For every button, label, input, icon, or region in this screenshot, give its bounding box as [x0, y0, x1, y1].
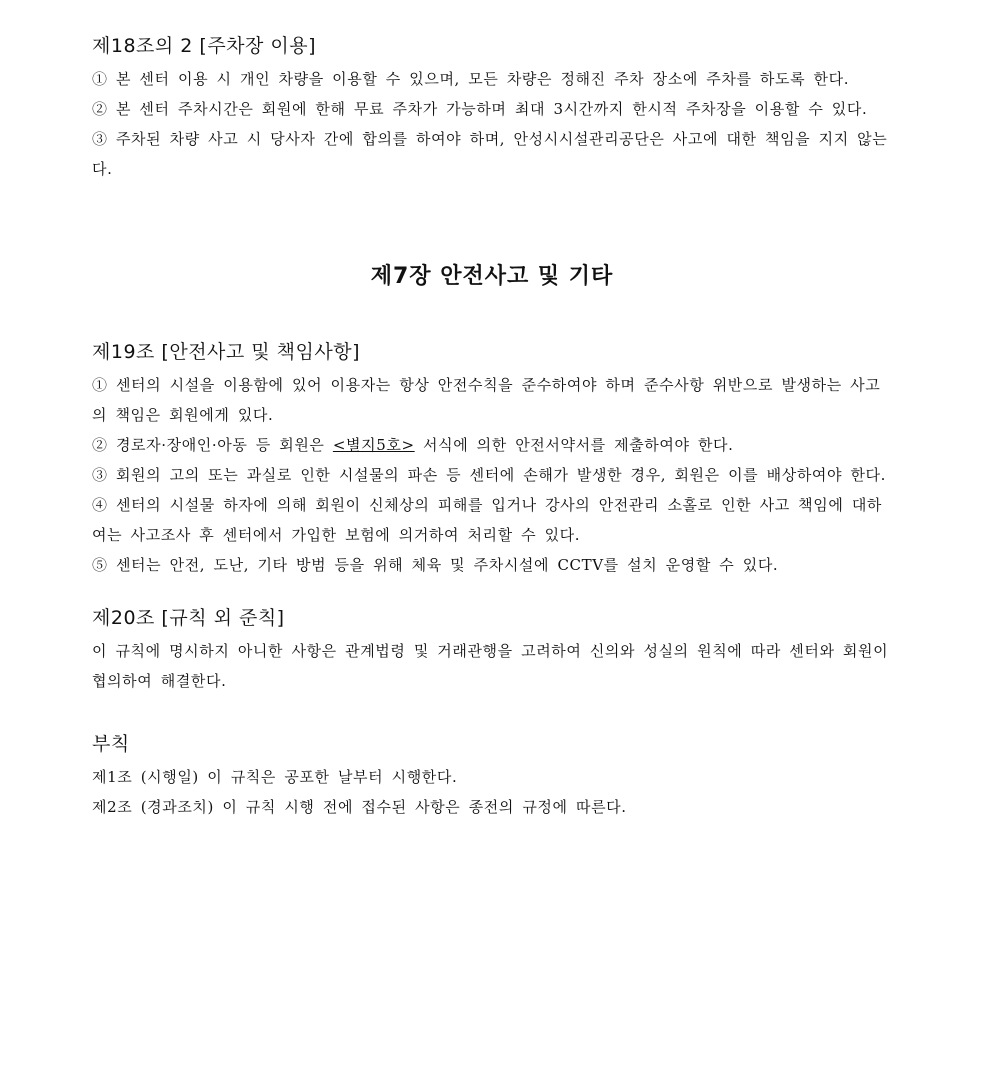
article-19-clause-4: ④ 센터의 시설물 하자에 의해 회원이 신체상의 피해를 입거나 강사의 안전관리 소홀로 인한 사고 책임에 대하여는 사고조사 후 센터에서 가입한 보험에 의거하여 처리할 수 있다.: [92, 496, 882, 544]
article-18-2-title: 제18조의 2 [주차장 이용]: [92, 35, 317, 57]
chapter-7-heading: [92, 259, 892, 290]
supplementary-provisions: [92, 730, 892, 822]
article-19-clause-2-before: ② 경로자·장애인·아동 등 회원은: [92, 436, 333, 454]
document-page: [92, 32, 892, 822]
article-20-body: 이 규칙에 명시하지 아니한 사항은 관계법령 및 거래관행을 고려하여 신의와 성실의 원칙에 따라 센터와 회원이 협의하여 해결한다.: [92, 642, 889, 690]
article-19: [92, 338, 892, 580]
article-18-2-clause-3: ③ 주차된 차량 사고 시 당사자 간에 합의를 하여야 하며, 안성시시설관리공단은 사고에 대한 책임을 지지 않는다.: [92, 130, 888, 178]
supplementary-title: 부칙: [92, 733, 130, 755]
form-5-reference: <별지5호>: [332, 436, 415, 454]
supplementary-article-1: 제1조 (시행일) 이 규칙은 공포한 날부터 시행한다.: [92, 768, 458, 786]
article-18-2-clause-1: ① 본 센터 이용 시 개인 차량을 이용할 수 있으며, 모든 차량은 정해진 주차 장소에 주차를 하도록 한다.: [92, 70, 850, 88]
article-19-clause-2: [92, 430, 892, 460]
article-20: [92, 604, 892, 696]
article-18-2: [92, 32, 892, 184]
chapter-7-title: 제7장 안전사고 및 기타: [370, 264, 614, 289]
article-20-title: 제20조 [규칙 외 준칙]: [92, 607, 285, 629]
supplementary-article-2: 제2조 (경과조치) 이 규칙 시행 전에 접수된 사항은 종전의 규정에 따른다.: [92, 798, 627, 816]
article-18-2-clause-2: ② 본 센터 주차시간은 회원에 한해 무료 주차가 가능하며 최대 3시간까지 한시적 주차장을 이용할 수 있다.: [92, 100, 868, 118]
article-19-clause-1: ① 센터의 시설을 이용함에 있어 이용자는 항상 안전수칙을 준수하여야 하며 준수사항 위반으로 발생하는 사고의 책임은 회원에게 있다.: [92, 376, 881, 424]
article-19-title: 제19조 [안전사고 및 책임사항]: [92, 341, 361, 363]
article-19-clause-5: ⑤ 센터는 안전, 도난, 기타 방범 등을 위해 체육 및 주차시설에 CCTV를 설치 운영할 수 있다.: [92, 556, 779, 574]
article-19-clause-2-after: 서식에 의한 안전서약서를 제출하여야 한다.: [414, 436, 734, 454]
article-19-clause-3: ③ 회원의 고의 또는 과실로 인한 시설물의 파손 등 센터에 손해가 발생한 경우, 회원은 이를 배상하여야 한다.: [92, 466, 887, 484]
